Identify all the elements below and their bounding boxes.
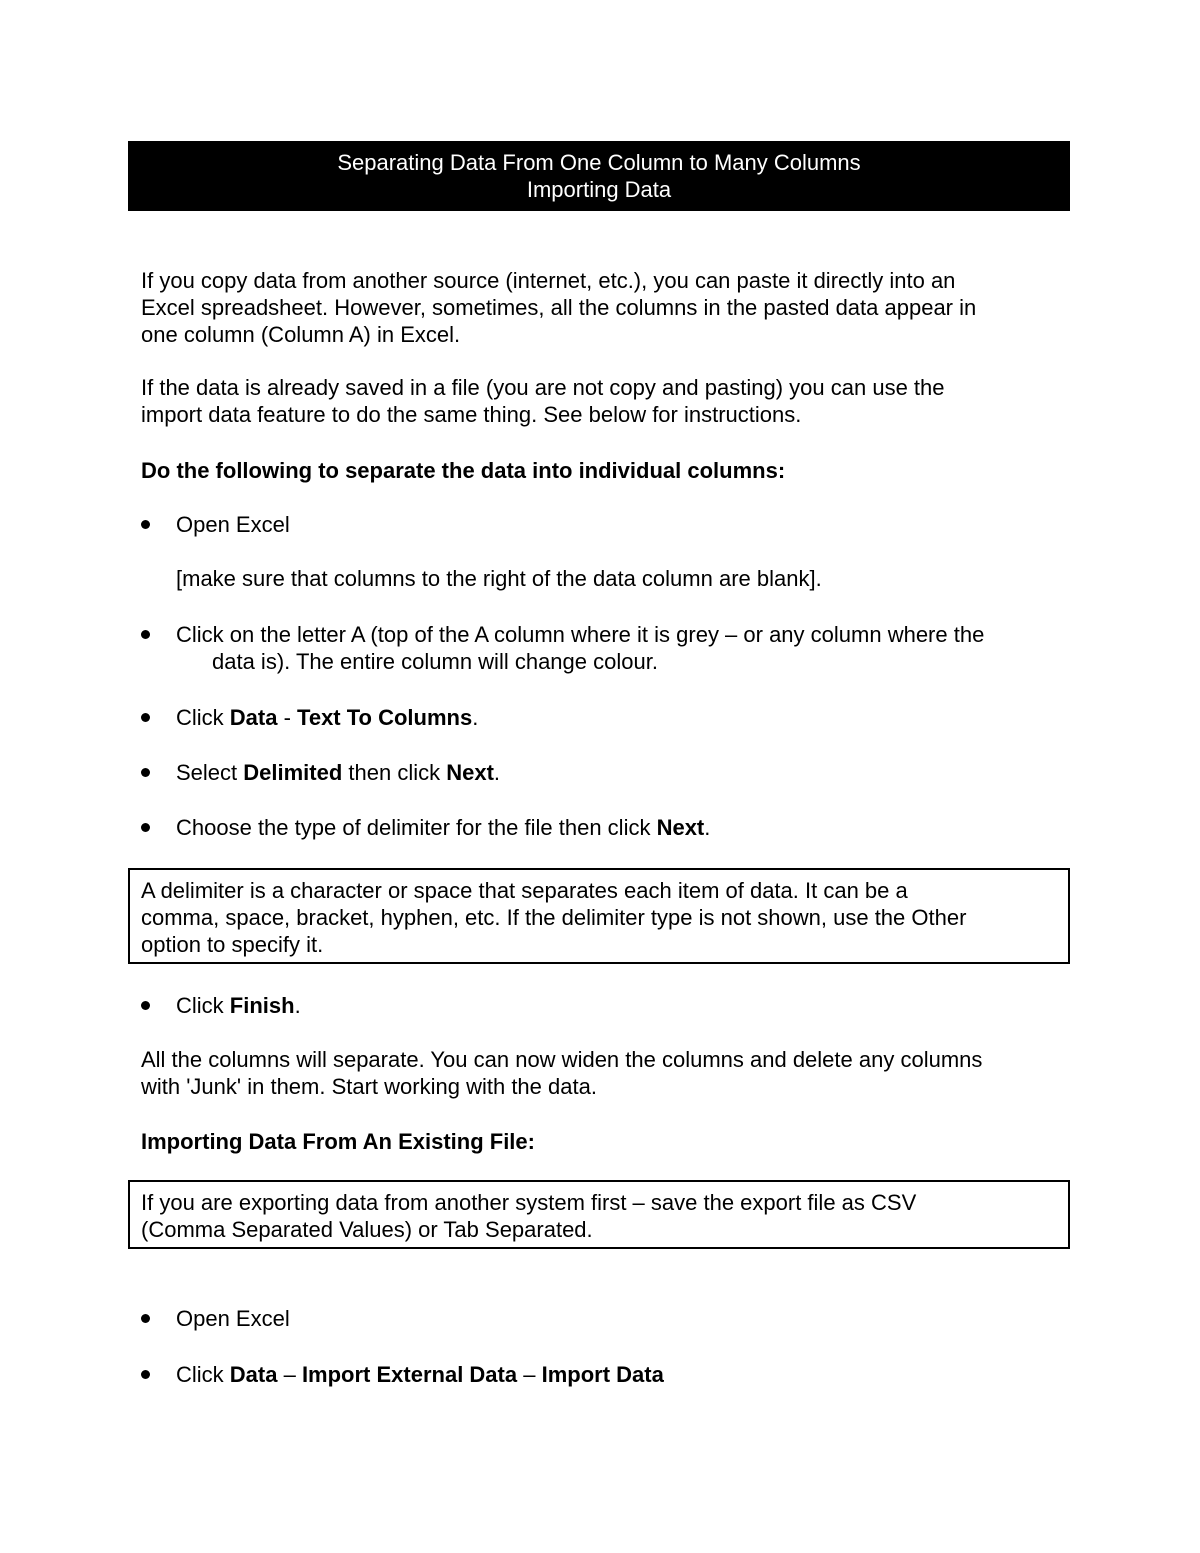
intro-paragraph-2 [141, 374, 1061, 428]
menu-name: Import External Data [301, 1362, 518, 1387]
menu-name: Data [229, 1362, 278, 1387]
step-text [176, 1361, 1056, 1388]
text-run: . [294, 993, 301, 1018]
text-run: . [704, 815, 711, 840]
bullet-icon [141, 1001, 150, 1010]
section-heading-separate: Do the following to separate the data into individual columns: [141, 458, 786, 483]
text-run: – [517, 1362, 542, 1387]
step-line: data is). The entire column will change colour. [212, 649, 658, 674]
text-run: – [277, 1362, 302, 1387]
title-banner [128, 141, 1070, 211]
step-text: Open Excel [176, 512, 290, 537]
bullet-icon [141, 823, 150, 832]
menu-name: Data [229, 705, 278, 730]
button-name: Finish [229, 993, 295, 1018]
bullet-icon [141, 1314, 150, 1323]
closing-line: with 'Junk' in them. Start working with the data. [141, 1074, 597, 1099]
step-text [176, 759, 1056, 786]
step-text: Open Excel [176, 1306, 290, 1331]
page-subtitle: Importing Data [526, 177, 672, 202]
option-name: Delimited [243, 760, 343, 785]
intro-paragraph-1 [141, 267, 1061, 348]
box-line: If you are exporting data from another system first – save the export file as CSV [141, 1190, 917, 1215]
text-run: Choose the type of delimiter for the file then click [176, 815, 657, 840]
export-info-box [128, 1180, 1070, 1249]
closing-line: All the columns will separate. You can now widen the columns and delete any columns [141, 1047, 983, 1072]
step-line: Click on the letter A (top of the A column where it is grey – or any column where the [176, 622, 985, 647]
intro-line: one column (Column A) in Excel. [141, 322, 461, 347]
text-run: Click [176, 993, 230, 1018]
text-run: Click [176, 705, 230, 730]
button-name: Next [446, 760, 494, 785]
menu-name: Import Data [541, 1362, 664, 1387]
section-heading-import: Importing Data From An Existing File: [141, 1129, 535, 1154]
step-text [176, 621, 1056, 675]
text-run: . [472, 705, 479, 730]
page-title: Separating Data From One Column to Many Columns [337, 150, 861, 175]
box-line: (Comma Separated Values) or Tab Separated. [141, 1217, 593, 1242]
bullet-icon [141, 1370, 150, 1379]
text-run: Select [176, 760, 244, 785]
bullet-icon [141, 520, 150, 529]
text-run: then click [342, 760, 447, 785]
box-line: comma, space, bracket, hyphen, etc. If the delimiter type is not shown, use the Other [141, 905, 967, 930]
text-run: - [277, 705, 298, 730]
bullet-icon [141, 630, 150, 639]
text-run: Click [176, 1362, 230, 1387]
menu-name: Text To Columns [297, 705, 473, 730]
closing-paragraph [141, 1046, 1071, 1100]
intro-line: If the data is already saved in a file (you are not copy and pasting) you can use the [141, 375, 945, 400]
button-name: Next [656, 815, 705, 840]
box-line: option to specify it. [141, 932, 324, 957]
text-run: . [493, 760, 501, 785]
bullet-icon [141, 713, 150, 722]
delimiter-info-box [128, 868, 1070, 964]
intro-line: import data feature to do the same thing. See below for instructions. [141, 402, 802, 427]
box-line: A delimiter is a character or space that separates each item of data. It can be a [141, 878, 908, 903]
step-text [176, 814, 1056, 841]
step-text [176, 704, 1056, 731]
bullet-icon [141, 768, 150, 777]
note-text: [make sure that columns to the right of the data column are blank]. [176, 566, 822, 591]
intro-line: If you copy data from another source (internet, etc.), you can paste it directly into an [141, 268, 956, 293]
intro-line: Excel spreadsheet. However, sometimes, all the columns in the pasted data appear in [141, 295, 977, 320]
step-text [176, 992, 1056, 1019]
